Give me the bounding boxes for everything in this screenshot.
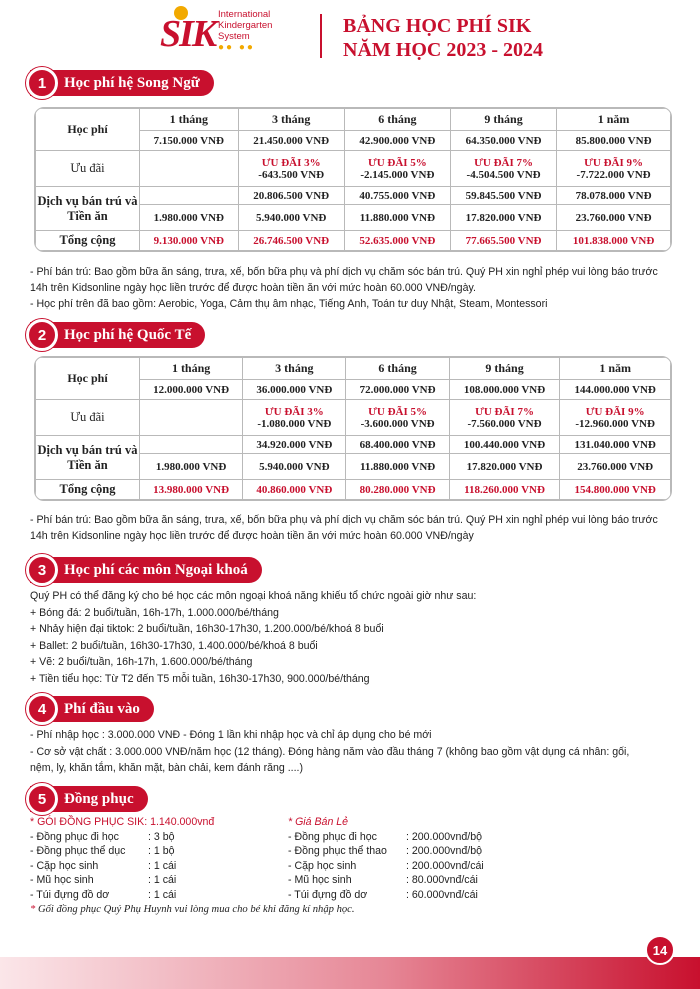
service-cell: 5.940.000 VNĐ [243, 454, 346, 480]
list-item: - Mũ học sinh : 1 cái [30, 874, 177, 887]
footer-band [0, 957, 700, 989]
page-number: 14 [645, 935, 675, 965]
tuition-cell: 7.150.000 VNĐ [140, 131, 239, 151]
uniform-retail [288, 815, 484, 903]
total-cell: 9.130.000 VNĐ [140, 231, 239, 251]
section-heading-entry-fees: 4 Phí đầu vào [30, 696, 154, 722]
list-item: - Đồng phục thể thao : 200.000vnđ/bộ [288, 845, 482, 858]
section-heading-uniform: 5 Đồng phục [30, 786, 148, 812]
after-discount-cell: 131.040.000 VNĐ [560, 436, 671, 454]
list-item: - Cơ sở vật chất : 3.000.000 VNĐ/năm học (12 tháng). Đóng hàng năm vào đầu tháng 7 (không bao gồm vật dụng cá nhân: gối, [30, 745, 630, 758]
section-number: 5 [26, 783, 58, 815]
period-header: 1 tháng [140, 358, 243, 380]
row-label-discount: Ưu đãi [36, 400, 140, 436]
package-title: * GÓI ĐỒNG PHỤC SIK: 1.140.000vnđ [30, 816, 215, 828]
discount-cell: ƯU ĐÃI 9% -7.722.000 VNĐ [557, 151, 671, 187]
discount-cell: ƯU ĐÃI 7% -4.504.500 VNĐ [450, 151, 556, 187]
after-discount-cell: 34.920.000 VNĐ [243, 436, 346, 454]
list-item: + Bóng đá: 2 buổi/tuần, 16h-17h, 1.000.000/bé/tháng [30, 606, 279, 619]
extracurricular-list [30, 588, 680, 687]
row-label-total: Tổng cộng [36, 480, 140, 500]
tuition-cell: 21.450.000 VNĐ [238, 131, 344, 151]
discount-cell: ƯU ĐÃI 9% -12.960.000 VNĐ [560, 400, 671, 436]
after-discount-cell: 100.440.000 VNĐ [449, 436, 560, 454]
section-number: 2 [26, 319, 58, 351]
row-label-tuition: Học phí [36, 109, 140, 151]
tuition-cell: 64.350.000 VNĐ [450, 131, 556, 151]
uniform-package [30, 815, 214, 903]
total-cell: 154.800.000 VNĐ [560, 480, 671, 500]
list-item: - Mũ học sinh : 80.000vnđ/cái [288, 874, 478, 887]
list-item: - Đồng phục đi học : 3 bộ [30, 830, 175, 843]
section-number: 4 [26, 693, 58, 725]
service-cell: 1.980.000 VNĐ [140, 205, 239, 231]
list-item: - Đồng phục thể dục : 1 bộ [30, 845, 175, 858]
list-item: + Tiền tiểu học: Từ T2 đến T5 mỗi tuần, 16h30-17h30, 900.000/bé/tháng [30, 672, 370, 685]
header-divider [320, 14, 322, 58]
row-label-service: Dịch vụ bán trú và Tiền ăn [36, 187, 140, 231]
after-discount-cell [140, 436, 243, 454]
row-label-discount: Ưu đãi [36, 151, 140, 187]
discount-cell: ƯU ĐÃI 3% -643.500 VNĐ [238, 151, 344, 187]
service-cell: 17.820.000 VNĐ [449, 454, 560, 480]
period-header: 1 năm [557, 109, 671, 131]
after-discount-cell: 20.806.500 VNĐ [238, 187, 344, 205]
discount-cell: ƯU ĐÃI 5% -3.600.000 VNĐ [346, 400, 449, 436]
school-logo [160, 6, 272, 56]
international-fee-table [34, 356, 672, 501]
discount-cell [140, 400, 243, 436]
list-item: - Phí nhập học : 3.000.000 VNĐ - Đóng 1 lần khi nhập học và chỉ áp dụng cho bé mới [30, 729, 432, 741]
discount-cell: ƯU ĐÃI 3% -1.080.000 VNĐ [243, 400, 346, 436]
section-heading-international: 2 Học phí hệ Quốc Tế [30, 322, 205, 348]
service-cell: 11.880.000 VNĐ [346, 454, 449, 480]
row-label-total: Tổng cộng [36, 231, 140, 251]
section-heading-extracurricular: 3 Học phí các môn Ngoại khoá [30, 557, 262, 583]
service-cell: 11.880.000 VNĐ [344, 205, 450, 231]
after-discount-cell: 68.400.000 VNĐ [346, 436, 449, 454]
period-header: 9 tháng [449, 358, 560, 380]
section-number: 1 [26, 67, 58, 99]
total-cell: 26.746.500 VNĐ [238, 231, 344, 251]
sik-logo-mark: SIK [160, 6, 214, 56]
service-cell: 23.760.000 VNĐ [557, 205, 671, 231]
list-item: + Vẽ: 2 buổi/tuần, 16h-17h, 1.600.000/bé/tháng [30, 656, 253, 668]
after-discount-cell: 59.845.500 VNĐ [450, 187, 556, 205]
total-cell: 80.280.000 VNĐ [346, 480, 449, 500]
uniform-note: * Gối đồng phục Quý Phụ Huynh vui lòng mua cho bé khi đăng kí nhập học. [30, 904, 355, 915]
list-item: - Túi đựng đồ dơ : 60.000vnđ/cái [288, 888, 478, 901]
after-discount-cell [140, 187, 239, 205]
service-cell: 23.760.000 VNĐ [560, 454, 671, 480]
period-header: 3 tháng [243, 358, 346, 380]
logo-text: International Kindergarten System ●● ●● [218, 9, 273, 53]
period-header: 1 tháng [140, 109, 239, 131]
period-header: 6 tháng [346, 358, 449, 380]
after-discount-cell: 78.078.000 VNĐ [557, 187, 671, 205]
after-discount-cell: 40.755.000 VNĐ [344, 187, 450, 205]
entry-fee-list [30, 727, 680, 777]
total-cell: 77.665.500 VNĐ [450, 231, 556, 251]
list-item: - Cặp học sinh : 200.000vnđ/cái [288, 859, 484, 872]
row-label-service: Dịch vụ bán trú và Tiền ăn [36, 436, 140, 480]
total-cell: 13.980.000 VNĐ [140, 480, 243, 500]
tuition-cell: 36.000.000 VNĐ [243, 380, 346, 400]
list-item: + Ballet: 2 buổi/tuần, 16h30-17h30, 1.400.000/bé/khoá 8 buổi [30, 639, 318, 652]
list-item: - Đồng phục đi học : 200.000vnđ/bộ [288, 830, 482, 843]
total-cell: 40.860.000 VNĐ [243, 480, 346, 500]
list-item: + Nhảy hiện đại tiktok: 2 buổi/tuần, 16h30-17h30, 1.200.000/bé/khoá 8 buổi [30, 623, 384, 635]
retail-title: * Giá Bán Lẻ [288, 816, 349, 828]
discount-cell [140, 151, 239, 187]
tuition-cell: 72.000.000 VNĐ [346, 380, 449, 400]
list-item: nệm, ly, khăn tắm, khăn mặt, bàn chải, kem đánh răng ....) [30, 762, 304, 774]
row-label-tuition: Học phí [36, 358, 140, 400]
total-cell: 52.635.000 VNĐ [344, 231, 450, 251]
list-item: - Cặp học sinh : 1 cái [30, 859, 177, 872]
page-title: BẢNG HỌC PHÍ SIK NĂM HỌC 2023 - 2024 [343, 15, 543, 61]
footprints-icon: ●● ●● [218, 42, 255, 53]
tuition-cell: 12.000.000 VNĐ [140, 380, 243, 400]
section-heading-bilingual: 1 Học phí hệ Song Ngữ [30, 70, 214, 96]
tuition-cell: 108.000.000 VNĐ [449, 380, 560, 400]
service-cell: 17.820.000 VNĐ [450, 205, 556, 231]
period-header: 6 tháng [344, 109, 450, 131]
bilingual-notes: - Phí bán trú: Bao gồm bữa ăn sáng, trưa, xế, bốn bữa phụ và phí dịch vụ chăm sóc bán trú. Quý PH xin nghỉ phép vui lòng báo trước 14h trên Kidsonline ngày học liền trước để được hoàn tiền ăn với mức hoàn 60.000 VNĐ/ngày. - Học phí trên đã bao gồm: Aerobic, Yoga, Cảm thụ âm nhạc, Tiếng Anh, Toán tư duy Nhật, Steam, Montessori [30, 266, 658, 310]
tuition-cell: 42.900.000 VNĐ [344, 131, 450, 151]
asterisk-icon: * [30, 904, 36, 915]
discount-cell: ƯU ĐÃI 5% -2.145.000 VNĐ [344, 151, 450, 187]
bilingual-fee-table [34, 107, 672, 252]
list-item: Quý PH có thể đăng ký cho bé học các môn ngoại khoá năng khiếu tổ chức ngoài giờ như sau: [30, 590, 477, 602]
period-header: 9 tháng [450, 109, 556, 131]
service-cell: 5.940.000 VNĐ [238, 205, 344, 231]
list-item: - Túi đựng đồ dơ : 1 cái [30, 888, 177, 901]
international-notes: - Phí bán trú: Bao gồm bữa ăn sáng, trưa, xế, bốn bữa phụ và phí dịch vụ chăm sóc bán trú. Quý PH xin nghỉ phép vui lòng báo trước 14h trên Kidsonline ngày học liền trước để được hoàn tiền ăn với mức hoàn 60.000 VNĐ/ngày [30, 514, 658, 542]
total-cell: 118.260.000 VNĐ [449, 480, 560, 500]
tuition-cell: 144.000.000 VNĐ [560, 380, 671, 400]
period-header: 1 năm [560, 358, 671, 380]
period-header: 3 tháng [238, 109, 344, 131]
section-number: 3 [26, 554, 58, 586]
tuition-cell: 85.800.000 VNĐ [557, 131, 671, 151]
service-cell: 1.980.000 VNĐ [140, 454, 243, 480]
total-cell: 101.838.000 VNĐ [557, 231, 671, 251]
discount-cell: ƯU ĐÃI 7% -7.560.000 VNĐ [449, 400, 560, 436]
